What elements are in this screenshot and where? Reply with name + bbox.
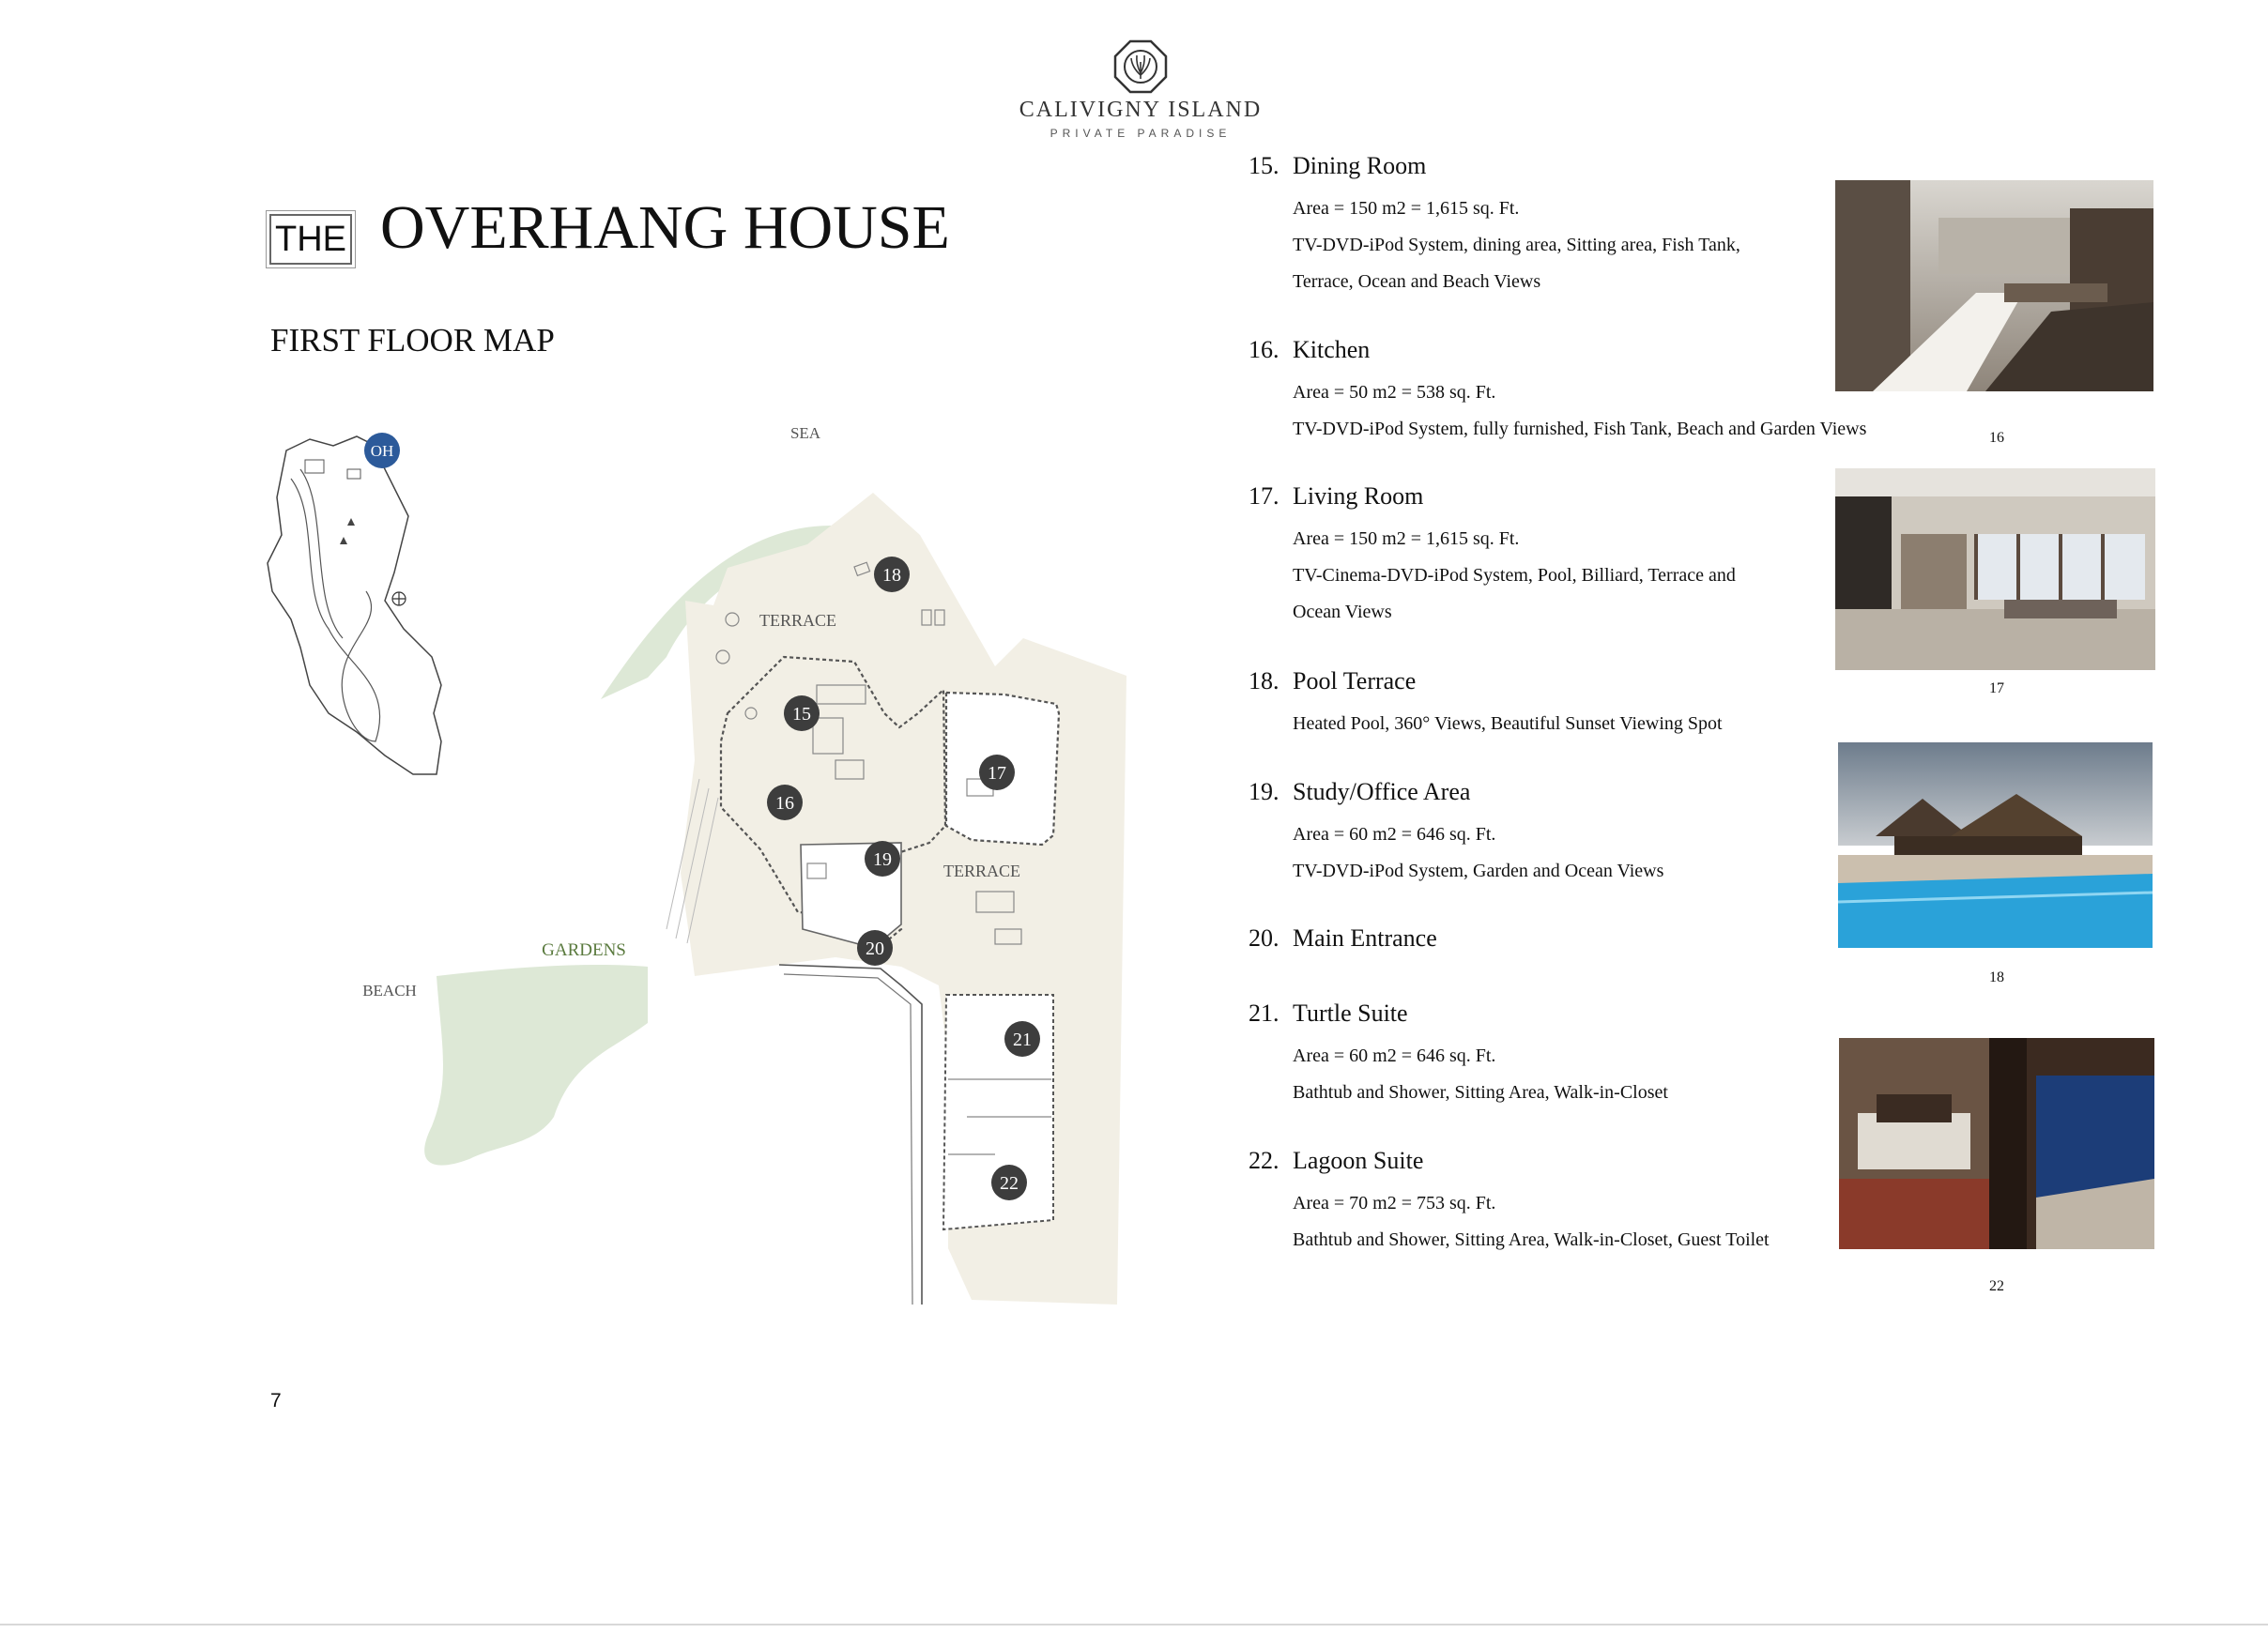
island-marker-label: OH [370, 442, 394, 460]
svg-text:20: 20 [866, 939, 884, 959]
photo-caption: 22 [1989, 1278, 2004, 1294]
room-entry-17 [1249, 482, 1868, 631]
brand-tagline: PRIVATE PARADISE [1050, 127, 1232, 140]
room-detail: Bathtub and Shower, Sitting Area, Walk-in-Closet [1293, 1082, 1668, 1103]
photo-caption: 18 [1989, 969, 2004, 985]
room-entry-20 [1249, 924, 1868, 954]
svg-text:22: 22 [1000, 1173, 1019, 1194]
photo-caption: 17 [1989, 680, 2004, 696]
brand-logo [1014, 39, 1267, 145]
svg-text:16: 16 [775, 793, 794, 814]
room-number: 16. [1249, 336, 1280, 363]
gardens-label: GARDENS [542, 940, 626, 960]
brand-name: CALIVIGNY ISLAND [1019, 98, 1263, 122]
terrace-label-north: TERRACE [759, 611, 837, 630]
room-name: Turtle Suite [1293, 1000, 1408, 1027]
room-detail: Area = 60 m2 = 646 sq. Ft. [1293, 1045, 1496, 1066]
page-number: 7 [270, 1390, 282, 1412]
marker-16 [767, 785, 803, 820]
room-name: Dining Room [1293, 152, 1427, 179]
floor-map [253, 404, 1136, 1305]
room-number: 17. [1249, 482, 1280, 510]
terrace-label-east: TERRACE [942, 862, 1021, 880]
room-detail: Area = 70 m2 = 753 sq. Ft. [1293, 1193, 1496, 1213]
room-entry-15 [1249, 152, 1868, 300]
photo-pool-terrace [1838, 742, 2153, 948]
room-name: Pool Terrace [1293, 667, 1417, 694]
marker-18 [874, 557, 910, 592]
room-number: 21. [1249, 1000, 1280, 1027]
marker-17 [979, 755, 1015, 790]
room-detail: Bathtub and Shower, Sitting Area, Walk-in-Closet, Guest Toilet [1293, 1229, 1770, 1250]
room-name: Lagoon Suite [1293, 1147, 1424, 1174]
sea-label: SEA [789, 424, 821, 442]
photo-lagoon-suite [1839, 1038, 2154, 1249]
svg-text:17: 17 [988, 763, 1006, 784]
room-detail: Area = 60 m2 = 646 sq. Ft. [1293, 824, 1496, 845]
svg-text:18: 18 [882, 565, 901, 586]
room-number: 19. [1249, 778, 1280, 805]
room-detail: Terrace, Ocean and Beach Views [1293, 271, 1541, 292]
section-subtitle: FIRST FLOOR MAP [270, 322, 555, 359]
room-name: Kitchen [1293, 336, 1371, 363]
room-detail: TV-DVD-iPod System, dining area, Sitting area, Fish Tank, [1293, 235, 1740, 255]
room-number: 20. [1249, 924, 1280, 952]
room-entry-22 [1249, 1147, 1868, 1259]
room-entry-19 [1249, 778, 1868, 890]
room-detail: Ocean Views [1293, 602, 1392, 622]
photo-kitchen [1835, 180, 2153, 391]
room-entry-21 [1249, 1000, 1868, 1111]
palm-leaf-octagon-icon [1113, 39, 1168, 94]
gardens-area [424, 965, 648, 1166]
room-name: Living Room [1293, 482, 1424, 510]
svg-text:15: 15 [792, 704, 811, 725]
room-name: Main Entrance [1293, 924, 1437, 952]
room-detail: TV-DVD-iPod System, Garden and Ocean Views [1293, 861, 1664, 881]
beach-label: BEACH [362, 982, 417, 1000]
room-number: 18. [1249, 667, 1280, 694]
photo-caption: 16 [1989, 430, 2004, 446]
room-detail: TV-DVD-iPod System, fully furnished, Fish Tank, Beach and Garden Views [1293, 419, 1867, 439]
room-entry-18 [1249, 667, 1868, 742]
room-detail: Area = 150 m2 = 1,615 sq. Ft. [1293, 528, 1520, 549]
marker-21 [1004, 1021, 1040, 1057]
marker-20 [857, 930, 893, 966]
marker-19 [865, 841, 900, 877]
island-inset-map [268, 433, 441, 774]
title-prefix-box: THE [269, 214, 352, 265]
room-detail: Area = 50 m2 = 538 sq. Ft. [1293, 382, 1496, 403]
room-entry-16 [1249, 336, 1868, 448]
room-detail: Heated Pool, 360° Views, Beautiful Sunset Viewing Spot [1293, 713, 1723, 734]
svg-text:19: 19 [873, 849, 892, 870]
room-number: 22. [1249, 1147, 1280, 1174]
page-bottom-divider [0, 1624, 2268, 1625]
marker-15 [784, 695, 820, 731]
terrace-area [681, 493, 1126, 1305]
photo-living-room [1835, 468, 2155, 670]
room-name: Study/Office Area [1293, 778, 1471, 805]
room-detail: TV-Cinema-DVD-iPod System, Pool, Billiard, Terrace and [1293, 565, 1736, 586]
marker-22 [991, 1165, 1027, 1200]
room-number: 15. [1249, 152, 1280, 179]
room-detail: Area = 150 m2 = 1,615 sq. Ft. [1293, 198, 1520, 219]
svg-text:21: 21 [1013, 1030, 1032, 1050]
page-title: OVERHANG HOUSE [380, 193, 950, 262]
